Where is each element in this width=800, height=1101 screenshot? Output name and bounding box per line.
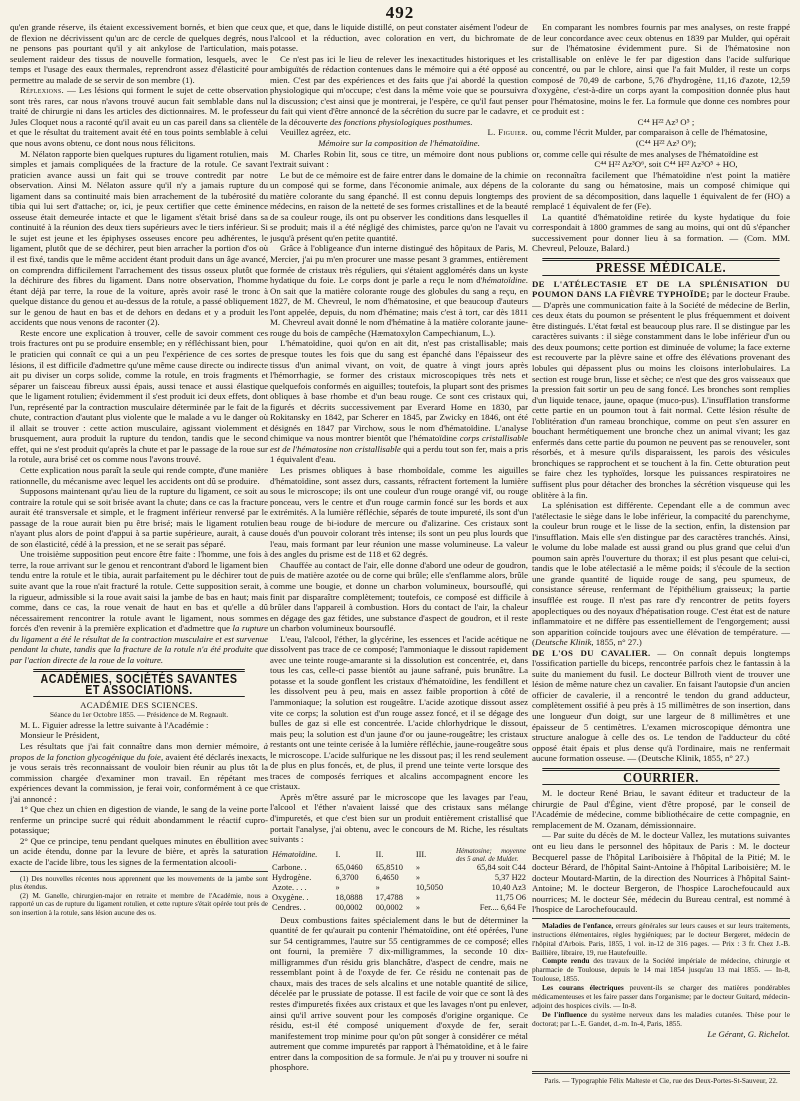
table-cell: 65,0460 [335,862,363,872]
paragraph-que: que, et que, dans le liquide distillé, on peut constater aisément l'odeur de l'alcool et la réduction, avec coloration en vert, du bichromate de potasse. [270,22,528,54]
academy-title: ACADÉMIE DES SCIENCES. [80,700,198,711]
table-header: Hématoïdine. [272,849,318,859]
reflexions-label: Réflexions. [20,85,65,96]
advert-1 [532,922,790,958]
paragraph-reflexions [10,85,268,148]
advert-2 [532,957,790,984]
results-tail: avaient été déclarés inexacts, je vous serais très reconnaissant de vouloir bien réunir au plus tôt la commission chargée d'examiner mon travail. En répétant mes expériences devant la commission, je ferai voir, conformément à ce que j'ai annoncé : [10,751,268,804]
page-number: 492 [385,3,415,22]
table-cell: » [415,862,420,872]
advert-title: Maladies de l'enfance, [542,920,614,930]
paragraph-cette: Cette explication nous paraît la seule qui rende compte, d'une manière rationnelle, du mécanisme avec lequel les accidents ont dû se produire. [10,464,268,486]
table-header: III. [415,849,427,859]
table-cell: 17,4788 [375,892,403,902]
advert-body: erreurs générales sur leurs causes et sur leurs traitements, instructions élémentaires, règles hygiéniques; par le docteur Bergeret, médecin de l'hôpital d'Arbois. Paris, 1855, 1 vol. in-12 de 316 pages. — Prix : 3 fr. Chez J.-B. Baillière, libraire, 19, rue Hautefeuille. [532,920,790,957]
footnote-2: (2) M. Ganelle, chirurgien-major en retraite et membre de l'Académie, nous a rapporté un cas de rupture du ligament rotulien, et cette rupture s'était opérée tout près de son insertion à la rotule, sans lésion aucune des os. [10,891,268,917]
analysis-table [270,847,528,913]
footnote-rule [10,871,268,872]
table-cell: 00,0002 [335,902,363,912]
table-cell: 11,75 O6 [495,892,526,902]
column-left [10,22,268,1098]
table-row [270,883,528,893]
letter-intro: M. L. Figuier adresse la lettre suivante à l'Académie : [20,719,209,730]
nest-italic: des fonctions physiologiques posthumes. [329,116,473,127]
section-heading-presse: PRESSE MÉDICALE. [542,258,779,276]
hema-tail: qui a perdu tout son fer, mais a pris 1 équivalent d'eau. [270,443,528,465]
paragraph-splenisation [532,500,790,648]
table-cell: 5,37 H22 [494,872,526,882]
paragraph-reconnait: on reconnaîtra facilement que l'hématoïdine n'est point la matière colorante du sang ou hématosine, mais un composé chimique qui provient de sa décomposition, dans laquelle 1 équivalent de fer (HO) a remplacé 1 équivalent de fer (Fe). [532,169,790,212]
paragraph-apres: Après m'être assuré par le microscope que les lavages par l'eau, l'alcool et l'éther n'avaient laissé que des cristaux sans mélange d'impuretés, et que c'est bien sur un produit entièrement cristallisé que portait l'analyse, j'ai obtenu, avec le concours de M. Riche, les résultats suivants : [270,791,528,845]
table-row [270,903,528,913]
advert-body: peuvent-ils se charger des matières pondérables médicamenteuses et les faire passer dans l'organisme; par le docteur Guitard, médecin-adjoint des hospices civils. — In-8. [532,983,790,1010]
table-cell: Carbone. . [272,862,307,872]
splen-text: La splénisation est différente. Cependant elle a de commun avec l'atélectasie le siège dans le lobe inférieur, la compacité du parenchyme, la couleur brun rouge et le lisse de la section, enfin, la distension par l'insufflation. Mais elle s'en distingue par des caractères tranchés. Ainsi, le volume du lobe malade est aussi grand ou plus grand que celui d'un poumon sain après l'ouverture du thorax; il est plus pesant que celui-ci, tandis que le lobe atélectasié a le même poids; il s'écoule de la section une grande quantité de liquide rouge de sang, peu spumeux, de consistance séreuse, renfermant de l'épithélium graisseux; la partie insufflée est rouge. Il n'est pas rare d'y rencontrer de petits foyers apoplectiques ou des noyaux d'hépatisation rouge. C'est état est de nature inflammatoire et ne diffère pas essentiellement de l'engorgement; aussi son apparition coïncide toujours avec une élévation de température. — ( [532,500,790,648]
table-cell: 6,4650 [375,872,399,882]
table-row [270,873,528,883]
paragraph-results [10,741,268,804]
formula-2: (C⁴⁴ H²² Az³ O⁶); [635,138,697,149]
salutation: Monsieur le Président, [20,730,100,741]
paragraph-reste: Reste encore une explication à trouver, celle de savoir comment ces trois fractures ont pu se produire ensemble; en y réfléchissant bien, pour le praticien qui connaît ce qui a un peu l'expérience de ces sortes de lésions, il est difficile d'admettre qu'une même cause directe ou indirecte ait pu diviser un corps solide, comme la rotule, en trois fragments et séparer un faisceau fibreux aussi épais, aussi tenace et aussi élastique que le ligament rotulien; évidemment il s'est produit ici deux effets, dont l'un, représenté par la contraction musculaire déterminée par le fait de la chute, contraction d'autant plus violente que le malade a vu le danger où il allait se trouver : cette action musculaire, agissant violemment et brusquement, aura produit la rupture du tendon, tandis que le second effet, qui ne s'est produit qu'après la chute et par le passage de la roue sur la rotule, aura brisé cet os comme nous l'avons trouvé. [10,327,268,465]
table-cell: » [415,872,420,882]
formula-3: C⁴⁴ H²² Az³O⁶, soit C⁴⁴ H²² Az³O⁵ + HO, [594,159,738,170]
advert-body: des travaux de la Société impériale de médecine, chirurgie et pharmacie de Toulouse, depuis le 14 mai 1854 jusqu'au 13 mai 1855. — In-8, Toulouse, 1855. [532,956,790,984]
table-cell: » [335,882,340,892]
printer-imprint: Paris. — Typographie Félix Malteste et Cie, rue des Deux-Portes-St-Sauveur, 22. [532,1071,790,1085]
paragraph-nest [270,54,528,128]
hema-italic: corps cristallisable est de l'hématosine non cristallisable [270,433,528,454]
paragraph-chauffee: Chauffée au contact de l'air, elle donne d'abord une odeur de goudron, puis de matière azotée ou de corne qui brûle; elle s'enflamme alors, brûle comme une bougie, et donne un charbon volumineux, boursouflé, qui finit par disparaître complètement; toutefois, ce composé est difficile à brûler dans l'appareil à combustion. Hors du contact de l'air, la chaleur en dégage des gaz fétides, une substance d'aspect de goudron, et il reste un charbon volumineux boursouflé. [270,559,528,634]
paragraph-supposons: Supposons maintenant qu'au lieu de la rupture du ligament, ce soit au contraire la rotule qui se soit brisée avant la chute; dans ce cas la fracture aurait été transversale et simple, et le fragment inférieur renversé par le passage de la roue aurait bien pu être brisé; mais le ligament rotulien n'ayant plus alors de point d'appui à sa partie supérieure, aurait, à cause de son élasticité, cédé à la pression, et ne se serait pas séparé. [10,486,268,549]
grace-tail: . On sait que la matière colorante rouge des globules du sang a reçu, en 1827, de M. Chevreul, le nom d'hématosine, et que beaucoup d'auteurs l'ont appelée, depuis, du nom d'hématine; mais c'est à tort, car dès 1811 M. Chevreul avait donné le nom d'hématine à la matière colorante jaune-rouge du bois de campêche (Hæmatoxylon Campechianum, L.). [270,275,528,338]
table-row [270,893,528,903]
point-two: 2° Que ce principe, tenu pendant quelques minutes en ébullition avec un acide étendu, donne par la levure de bière, et après la saturation exacte de l'acide libre, tous les signes de la fermentation alcooli- [10,835,268,868]
table-header-row [270,847,528,863]
memoir-title: Mémoire sur la composition de l'hématoïdine. [318,138,480,149]
paragraph-robin: M. Charles Robin lit, sous ce titre, un mémoire dont nous publions l'extrait suivant : [270,148,528,170]
table-cell: 6,3700 [335,872,359,882]
table-row [270,863,528,873]
formula-1: C⁴⁴ H²² Az³ O⁵ ; [637,116,695,127]
advert-body: du système nerveux dans les maladies cutanées. Thèse pour le doctorat; par L.-E. Gandet, d.-m. In-4, Paris, 1855. [532,1009,790,1028]
table-cell: 18,0888 [335,892,363,902]
paragraph-hematoidine [270,338,528,465]
table-cell: Azote. . . . [272,882,307,892]
table-cell: 10,40 Az3 [491,882,526,892]
gerant-signature: Le Gérant, G. Richelot. [707,1028,790,1039]
cavalier-body: — On connaît depuis longtemps l'ossification partielle du biceps, rencontrée parfois chez le fantassin à la suite du maniement du fusil. Le docteur Billroth vient de trouver une lésion de même nature chez un cavalier. En faisant l'autopsie d'un ancien officier de cavalerie, il a rencontré le tendon du grand adducteur, complètement ossifié à peu près à 15 millimètres de son insertion, dans une longueur d'un doigt, sur une largeur de 8 millimètres et une épaisseur de 5 centimètres. L'examen microscopique démontra une structure analogue à celle des os. Le tendon de l'adducteur du côté opposé était épais et plus dense qu'à l'ordinaire, mais ne renfermait aucune formation osseuse. — (Deutsche Klinik, 1855, n° 27.) [532,647,790,764]
paragraph-formule3: or, comme celle qui résulte de mes analyses de l'hématoïdine est [532,148,759,159]
table-header: I. [335,849,341,859]
point-one: 1° Que chez un chien en digestion de viande, le sang de la veine porte renferme un principe sucré qui réduit abondamment le réactif cupro-potassique; [10,804,268,836]
table-cell: Oxygène. . [272,892,309,902]
cavalier-title: DE L'OS DU CAVALIER. [532,647,651,658]
grace-italic: hématoïdine [482,275,526,286]
splen-tail: , 1855, n° 27.) [591,637,642,648]
table-cell: Hydrogène. [272,872,312,882]
table-cell: 65,84 soit C44 [476,862,526,872]
splen-source: Deutsche Klinik [534,637,592,648]
advert-title: Compte rendu [542,956,590,966]
paragraph-quantite: La quantité d'hématoïdine retirée du kyste hydatique du foie correspondait à 1800 grammes de sang au moins, qui ont dû s'épancher successivement pour donner lieu à sa formation. — (Com. MM. Chevreul, Pelouze, Balard.) [532,211,790,254]
table-cell: 65,8510 [375,862,403,872]
paragraph-prismes: Les prismes obliques à base rhomboïdale, comme les aiguilles d'hématoïdine, sont assez durs, cassants, réfractent fortement la lumière sous le microscope; ils ont une couleur d'un rouge orangé vif, ou rouge ponceau, vers le centre et d'un rouge carmin foncé sur les bords et aux extrémités. A la lumière réfléchie, séparés de toute impureté, ils sont d'un beau rouge de bi-iodure de mercure ou d'alizarine. Ces cristaux sont doués d'un pouvoir colorant très intense; ils sont un peu plus lourds que l'eau, mais formant par leur réunion une masse volumineuse. La valeur des angles du prisme est de 118 et 62 degrés. [270,464,528,560]
atelectasie-title: DE L'ATÉLECTASIE ET DE LA SPLÉNISATION DU POUMON DANS LA FIÈVRE TYPHOÏDE; [532,278,790,300]
agreez-text: Veuillez agréez, etc. [280,127,351,138]
paragraph-formule2: ou, comme l'écrit Mulder, par comparaison à celle de l'hématosine, [532,127,768,138]
table-cell: » [415,892,420,902]
advert-4 [532,1011,790,1029]
atelectasie-body: par le docteur Fraube. — D'après une communication faite à la Société de médecine de Berlin, ces deux états du poumon se présentent le plus fréquemment et doivent être distingués. L'état fœtal est beaucoup plus rare. Il se distingue par les caractères suivants : il siège constamment dans le lobe inférieur d'un ou des deux poumons; cette portion est diminuée de volume; la face externe est recouverte par la plèvre saine et offre des élévations provenant des lobules qui dépassent plus ou moins les cloisons interlobulaires. La section est rouge brun, lisse et sèche; ce n'est que des gros vaisseaux que la pression fait sortir un peu de sang foncé. Les bronches sont remplies d'un liquide tenace, jaune, opaque (muco-pus). L'insufflation transforme cette partie en un poumon tout à fait normal. Cette lésion résulte de l'oblitération d'un rameau bronchique, comme on peut s'en assurer en bouchant hermétiquement une bronche chez un animal vivant; les gaz enfermés dans cette partie du poumon ne peuvent pas se renouveler, sont résorbés, et à mesure qu'ils disparaissent, les parois des vésicules bronchiques se rapprochent et se touchent à la fin. Cette obturation peut se faire chez les typhoïdes, lorsque les puissances respiratoires ne suffisent plus pour détacher des bronches la sécrétion visqueuse qui les oblitère à la fin. [532,289,790,500]
academy-session: Séance du 1er Octobre 1855. — Présidence de M. Regnault. [49,710,229,719]
table-cell: » [375,882,380,892]
results-text: Les résultats que j'ai fait connaître dans mon dernier mémoire, [20,741,264,751]
paragraph-briau: M. le docteur René Briau, le savant éditeur et traducteur de la chirurgie de Paul d'Égine, vient d'être proposé, par le conseil de l'Académie de médecine, comme bibliothécaire de cette compagnie, en remplacement de M. Ozanam, démissionnaire. [532,788,790,830]
table-cell: 10,5050 [415,882,444,892]
paragraph-vallez: — Par suite du décès de M. le docteur Vallez, les mutations suivantes ont eu lieu dans le personnel des hôpitaux de Paris : M. le docteur Becquerel passe de l'hôpital Lariboisière à l'hôpital de la Pitié; M. le docteur Bérard, de l'hôpital Saint-Antoine à l'hôpital Lariboisière; M. le docteur Moutard-Martin, de la direction des Nourrices à l'hôpital Saint-Antoine; M. le docteur Bergeron, de l'hospice Larochefoucauld aux nourrices; M. le docteur Sée, médecin du Bureau central, est nommé à l'hospice de Larochefoucauld. [532,830,790,915]
advert-3 [532,984,790,1011]
paragraph-but: Le but de ce mémoire est de faire entrer dans le domaine de la chimie un composé qui se forme, dans l'économie animale, aux dépens de la matière colorante du sang épanché. Il est connu depuis longtemps des médecins, en raison de la netteté de ses formes cristallines et de la beauté de sa couleur rouge, ils ont pu observer les conditions dans lesquelles il se produit; mais il a été négligé des chimistes, parce qu'on ne l'avait vu jusqu'à présent qu'en petite quantité. [270,169,528,243]
troisieme-conclusion: la rupture du ligament a été le résultat de la contraction musculaire et est survenue pendant la chute, tandis que la fracture de la rotule n'a été produite que par l'action directe de la roue de la voiture. [10,623,268,665]
column-right [532,22,790,1067]
table-header: II. [375,849,384,859]
nest-text: Ce n'est pas ici le lieu de relever les inexactitudes historiques et les ambiguïtés de rédaction contenues dans le mémoire qui a été opposé au mien. C'est par des expériences et des faits que j'ai abordé la question physiologique qui m'occupe; c'est dans la même voie que se poursuivra la discussion; c'est ainsi que je montrerai, je l'espère, ce qu'il faut penser du fait qui vient d'être annoncé de la sécrétion du sucre par le cadavre, et de la découverte [270,53,528,127]
paragraph-grace [270,243,528,338]
section-heading-courrier: COURRIER. [542,768,779,786]
paragraph-nelaton: M. Nélaton rapporte bien quelques ruptures du ligament rotulien, mais simples et jamais compliquées de la fracture de la rotule. Ce savant praticien avance aussi un fait qui se trouve contredit par notre observation. Ainsi M. Nélaton assure qu'il n'y a jamais rupture du ligament dans sa continuité mais bien arrachement de la tubérosité du tibia qui lui sert d'attache; or, ici, je peux certifier que cette éminence osseuse était demeurée intacte et que le ligament s'était brisé dans sa continuité à la réunion des deux tiers supérieurs avec le tiers inférieur. Si le sujet est jeune et les épiphyses osseuses encore peu adhérentes, le ligament, plutôt que de se déchirer, peut bien arracher la portion d'os où il est fixé, tandis que le même accident étant produit dans un âge avancé, on comprendra difficilement l'arrachement des tissus osseux plutôt que la déchirure des fibres du ligament. Dans notre observation, l'homme étant déjà par terre, la roue de la voiture, après avoir rasé le tronc à quelque distance du genou et au-dessus de la rotule, a passé obliquement sur le genou de haut en bas et de dehors en dedans et y a produit les accidents que nous venons de raconter (2). [10,148,268,328]
table-cell: » [415,902,420,912]
paragraph-troisieme [10,549,268,665]
divider [532,918,790,919]
advert-title: De l'influence [542,1009,588,1019]
table-cell: 00,0002 [375,902,403,912]
section-heading-academies: ACADÉMIES, SOCIÉTÉS SAVANTES ET ASSOCIATIONS. [33,669,245,697]
article-atelectasie [532,279,790,500]
hema-text: L'hématoïdine, quoi qu'on en ait dit, n'est pas cristallisable; mais presque toutes les fois que du sang est épanché dans l'épaisseur des tissus d'un animal vivant, on voit, de quatre à vingt jours après l'hémorrhagie, se former des cristaux microscopiques très nets et quelquefois conformés en aiguilles; toutefois, la plupart sont des prismes obliques à base rhombe et d'un beau rouge. Ce sont ces cristaux qui, figurés et décrits successivement par Everard Home en 1830, par Rokitansky en 1842, par Scherer en 1845, par Zwicky en 1846, ont été désignés en 1847 par Virchow, sous le nom d'hématoïdine. L'analyse chimique va nous montrer bientôt que l'hématoïdine [270,338,528,444]
paragraph-agreez [270,127,528,138]
paragraph-eau: L'eau, l'alcool, l'éther, la glycérine, les essences et l'acide acétique ne dissolvent pas trace de ce composé; l'ammoniaque le dissout rapidement avec une teinte rouge-amarante si la dissolution est concentrée, et, dans tous les cas, celle-ci passe bientôt au jaune safrané, puis brunâtre. La potasse et la soude gonflent les cristaux d'hématoïdine, les fendillent et les dissolvent peu à peu, mais en assez faible proportion à côté de l'ammoniaque; la solution est rougeâtre. L'acide azotique dissout assez vite ce corps; la solution est d'un rouge assez foncé, et il se dégage des bulles de gaz si elle est concentrée. L'acide chlorhydrique le dissout, mais peu; la solution est d'un jaune d'or ou jaune-rougeâtre; les cristaux restants ont une teinte cerisée à la lumière réfléchie, jaune-rougeâtre sous le microscope. L'acide sulfurique ne les dissout pas; il les rend seulement de plus en plus foncés, et, de plus, il prend une teinte verte lorsque des traces de composés ferriques et alcalins accompagnent encore les cristaux. [270,633,528,792]
signature-figuier: L. Figuier. [487,127,528,138]
table-cell: Cendres. . [272,902,306,912]
grace-text: Grâce à l'obligeance d'un interne distingué des hôpitaux de Paris, M. Mercier, j'ai pu m'en procurer une masse pesant 3 grammes, entièrement formée de cristaux très réguliers, qui s'étaient agglomérés dans un kyste hydatique du foie. Le corps dont je parle a reçu le nom d' [270,243,528,286]
footnote-1: (1) Des nouvelles récentes nous apprennent que les mouvements de la jambe sont plus étendus. [10,874,268,892]
paragraph-intro: qu'en grande réserve, ils étaient excessivement bornés, et bien que ceux de flexion ne décrivissent qu'un arc de cercle de quelques degrés, nous ne pensons pas pourtant qu'il y ait ankylose de l'articulation, mais seulement raideur des tissus de nouvelle formation, lesquels, avec le temps et l'usage des eaux thermales, reprendront assez d'élasticité pour permettre au malade de se servir de son membre (1). [10,22,268,85]
table-header: Hématosine; moyenne des 5 anal. de Mulder. [456,846,526,863]
troisieme-text: Une troisième supposition peut encore être faite : l'homme, une fois à terre, la roue arrivant sur le genou et rencontrant d'abord le ligament bien tendu entre la rotule et le tibia, aurait parfaitement pu le déchirer tout de suite avant que la roue n'ait fracturé la rotule. Cette supposition serait, à la rigueur, admissible si la roue avait saisi la jambe de bas en haut; mais comme, dans ce cas, la roue venait de haut en bas et qu'elle a dû nécessairement rencontrer la rotule avant le ligament, nous sommes forcés d'en revenir à la première explication et d'admettre que [10,549,268,634]
advert-title: Les courans électriques [542,983,624,993]
article-cavalier [532,648,790,764]
paragraph-comparant: En comparant les nombres fournis par mes analyses, on reste frappé de leur concordance avec ceux obtenus en 1839 par Mulder, qui opérait sur de l'hématosine évidemment pure. Si de l'hématosine non cristallisable on enlève le fer par digestion dans l'acide sulfurique concentré, ou par le chlore, ainsi que l'a fait Mulder, il reste un corps composé de 70,49 de carbone, 5,76 d'hydrogène, 11,16 d'azote, 12,59 d'oxygène, c'est-à-dire un corps ayant la composition donnée plus haut pour l'hématosine, moins le fer. La formule que donne ces nombres pour ce produit est : [532,22,790,117]
column-middle [270,22,528,1082]
paragraph-deux: Deux combustions faites spécialement dans le but de déterminer la quantité de fer qu'aurait pu contenir l'hématoïdine, ont été opérées, l'une sur 54 centigrammes, l'autre sur 55 centigrammes de ce composé; elles ont fourni, la première 7 dix-milligrammes, la seconde 10 dix-milligrammes d'un résidu gris blanchâtre, d'aspect de cendre, mais ne ressemblant point à de l'oxyde de fer. Ce résidu ne contenait pas de chaux, mais des traces de sels alcalins et une notable quantité de silice, décelée par le prussiate de potasse. Il est facile de voir que ce sont là des restes d'impuretés fixées aux cristaux et que les lavages n'ont pu enlever, ainsi qu'il arrive souvent pour les composés d'origine organique. Ce résidu, est-il été composé uniquement d'oxyde de fer, serait manifestement trop minime pour qu'on pût songer à considérer ce métal autrement que comme impuretés par rapport à l'hématoïdine, et à le faire entrer dans la composition de sa formule. Je n'ai pu y trouver ni soufre ni phosphore. [270,914,528,1073]
table-cell: Fer.... 6,64 Fe [479,902,526,912]
reflexions-text: — Les lésions qui forment le sujet de cette observation sont très rares, car nous n'avons trouvé aucun fait semblable dans nul traité de chirurgie ni dans les articles des dictionnaires. M. le professeur Jules Cloquet nous a raconté qu'il avait eu un cas pareil dans sa clientèle et que le résultat du traitement avait été en tous points semblable à celui que nous avons obtenu, ce dont nous nous félicitons. [10,85,268,149]
results-italic: à propos de la fonction glycogénique du foie, [10,741,268,762]
